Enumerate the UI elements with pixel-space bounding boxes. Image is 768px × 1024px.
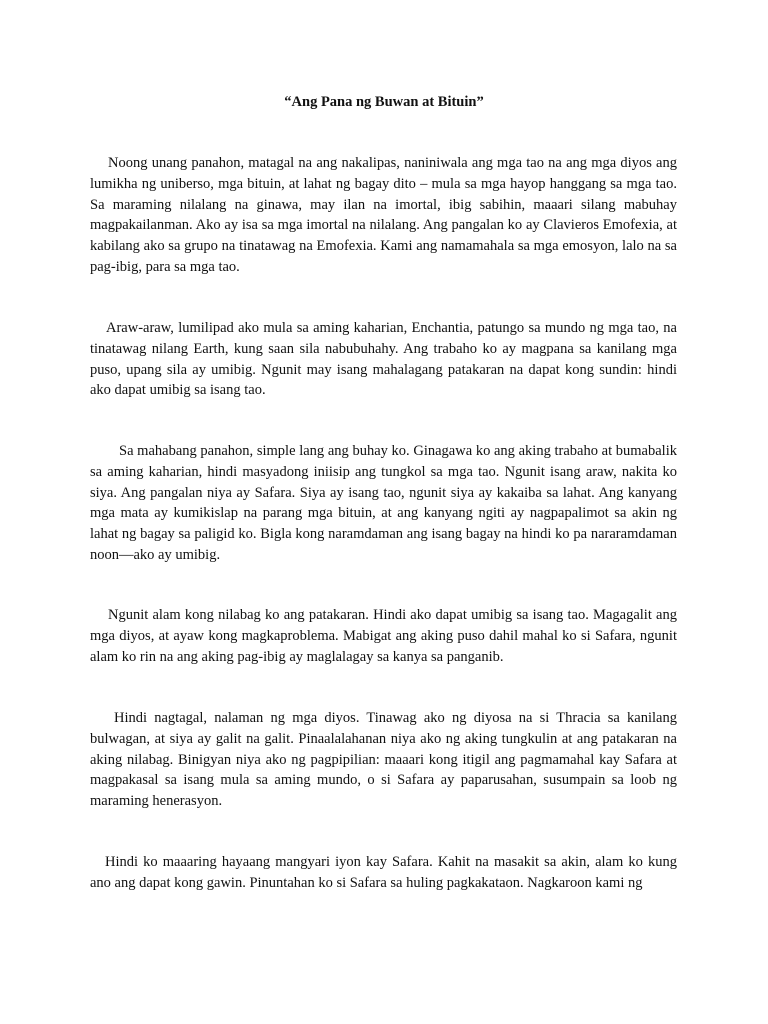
paragraph-3: Sa mahabang panahon, simple lang ang buhay ko. Ginagawa ko ang aking trabaho at bumabalik sa aming kaharian, hindi masyadong iniisip ang tungkol sa mga tao. Ngunit isang araw, nakita ko siya. Ang pangalan niya ay Safara. Siya ay isang tao, ngunit siya ay kakaiba sa lahat. Ang kanyang mga mata ay kumikislap na parang mga bituin, at ang kanyang ngiti ay nagpapalimot sa akin ng lahat ng bagay sa paligid ko. Bigla kong naramdaman ang isang bagay na hindi ko pa nararamdaman noon—ako ay umibig.	[90, 443, 677, 563]
paragraph-1: Noong unang panahon, matagal na ang nakalipas, naniniwala ang mga tao na ang mga diyos ang lumikha ng uniberso, mga bituin, at lahat ng bagay dito – mula sa mga hayop hanggang sa mga tao. Sa maraming nilalang na ginawa, may ilan na imortal, ibig sabihin, maaari silang mabuhay magpakailanman. Ako ay isa sa mga imortal na nilalang. Ang pangalan ko ay Clavieros Emofexia, at kabilang ako sa grupo na tinatawag na Emofexia. Kami ang namamahala sa mga emosyon, lalo na sa pag-ibig, para sa mga tao.	[90, 155, 677, 275]
paragraph-5: Hindi nagtagal, nalaman ng mga diyos. Tinawag ako ng diyosa na si Thracia sa kanilang bulwagan, at siya ay galit na galit. Pinaalalahanan niya ako ng aking tungkulin at ang patakaran na aking nilabag. Binigyan niya ako ng pagpipilian: maaari kong itigil ang pagmamahal kay Safara at magpakasal sa isang mula sa aming mundo, o si Safara ay paparusahan, susumpain sa loob ng maraming henerasyon.	[90, 710, 677, 810]
paragraph-4: Ngunit alam kong nilabag ko ang patakaran. Hindi ako dapat umibig sa isang tao. Magagalit ang mga diyos, at ayaw kong magkaproblema. Mabigat ang aking puso dahil mahal ko si Safara, ngunit alam ko rin na ang aking pag-ibig ay maglalagay sa kanya sa panganib.	[90, 607, 677, 665]
document-title: “Ang Pana ng Buwan at Bituin”	[284, 94, 484, 110]
paragraph-2: Araw-araw, lumilipad ako mula sa aming kaharian, Enchantia, patungo sa mundo ng mga tao, na tinatawag nilang Earth, kung saan sila nabubuhahy. Ang trabaho ko ay magpana sa kanilang mga puso, upang sila ay umibig. Ngunit may isang mahalagang patakaran na dapat kong sundin: hindi ako dapat umibig sa isang tao.	[90, 320, 677, 399]
paragraph-6: Hindi ko maaaring hayaang mangyari iyon kay Safara. Kahit na masakit sa akin, alam ko kung ano ang dapat kong gawin. Pinuntahan ko si Safara sa huling pagkakataon. Nagkaroon kami ng	[90, 854, 677, 891]
